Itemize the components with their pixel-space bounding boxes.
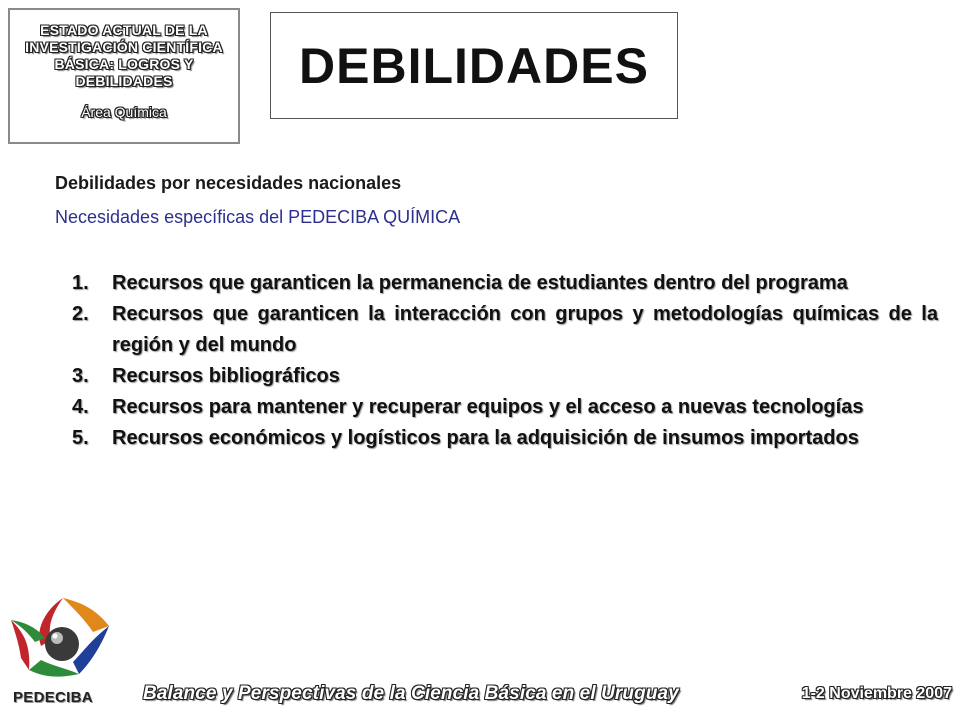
item-text: Recursos bibliográficos	[112, 365, 340, 387]
list-item	[72, 299, 938, 361]
item-number: 5.	[72, 427, 89, 449]
item-number: 3.	[72, 365, 89, 387]
slide-title: DEBILIDADES	[299, 37, 649, 94]
item-number: 2.	[72, 303, 89, 325]
footer-event-title: Balance y Perspectivas de la Ciencia Básica en el Uruguay	[143, 683, 679, 704]
item-text: Recursos que garanticen la interacción con grupos y metodologías químicas de la región y del mundo	[112, 303, 938, 356]
corner-subtitle: Área Química	[81, 104, 167, 120]
corner-info-box	[8, 8, 240, 144]
list-item	[72, 268, 938, 299]
pedeciba-logo	[5, 580, 120, 720]
item-number: 1.	[72, 272, 89, 294]
corner-title: ESTADO ACTUAL DE LA INVESTIGACIÓN CIENTÍFICA BÁSICA: LOGROS Y DEBILIDADES	[25, 22, 223, 89]
item-text: Recursos económicos y logísticos para la adquisición de insumos importados	[112, 427, 859, 449]
item-number: 4.	[72, 396, 89, 418]
list-item	[72, 392, 938, 423]
needs-list	[72, 268, 938, 454]
logo-label: PEDECIBA	[13, 689, 93, 706]
item-text: Recursos que garanticen la permanencia de estudiantes dentro del programa	[112, 272, 848, 294]
subheading-secondary: Necesidades específicas del PEDECIBA QUÍMICA	[55, 207, 461, 227]
item-text: Recursos para mantener y recuperar equipos y el acceso a nuevas tecnologías	[112, 396, 864, 418]
list-item	[72, 361, 938, 392]
subheading: Debilidades por necesidades nacionales	[55, 173, 402, 193]
footer-date: 1-2 Noviembre 2007	[801, 685, 952, 702]
slide-title-box	[270, 12, 678, 119]
list-item	[72, 423, 938, 454]
